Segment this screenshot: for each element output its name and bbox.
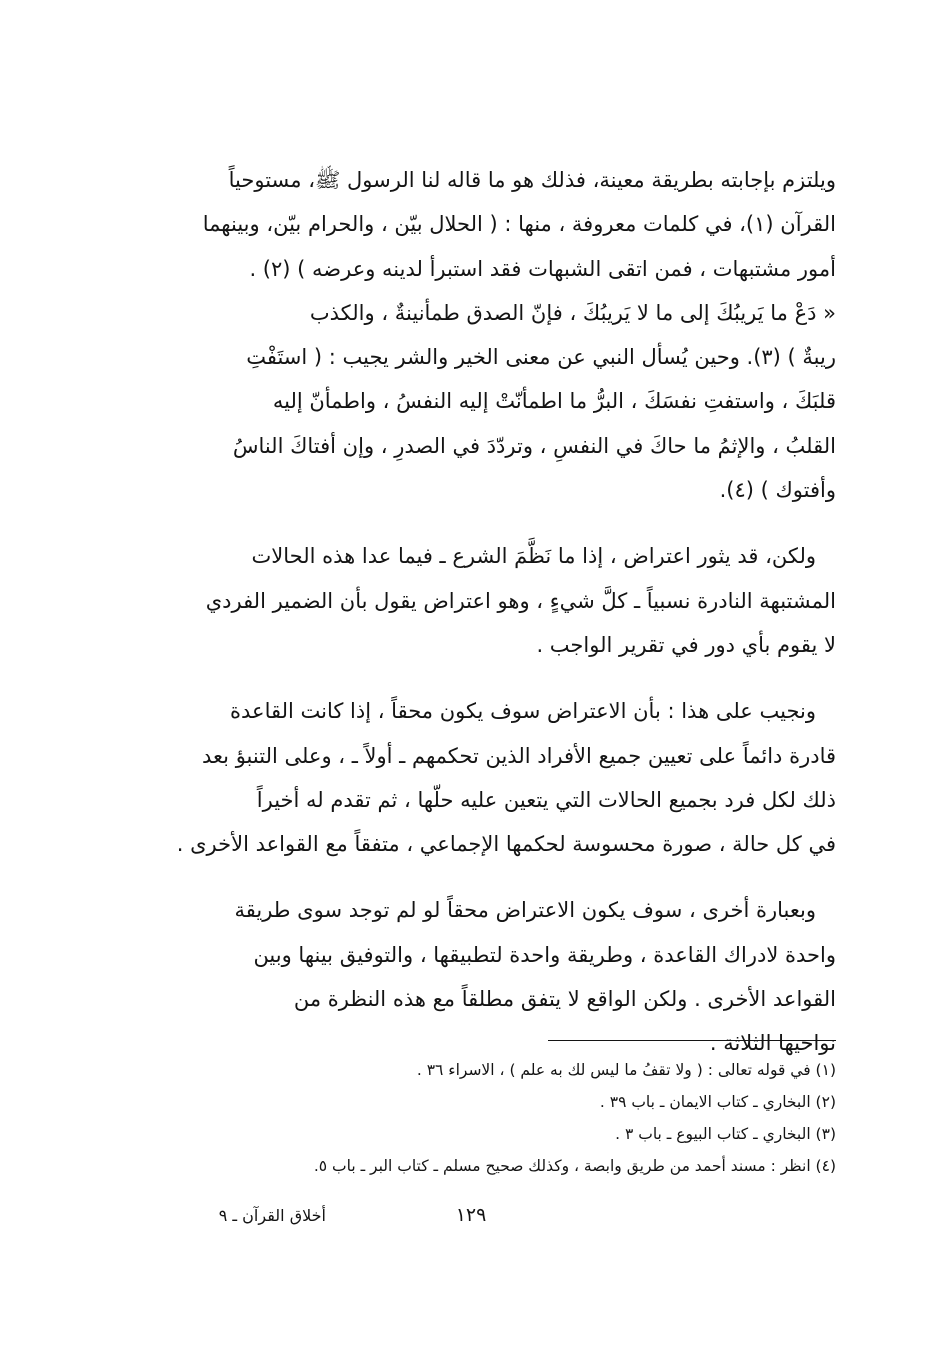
footnotes — [128, 1054, 836, 1182]
text-line: في كل حالة ، صورة محسوسة لحكمها الإجماعي ، متفقاً مع القواعد الأخرى . — [176, 832, 836, 857]
page-number: ١٢٩ — [455, 1204, 487, 1226]
footnote-4: (٤) انظر : مسند أحمد من طريق وابصة ، وكذلك صحيح مسلم ـ كتاب البر ـ باب ٥. — [313, 1157, 836, 1175]
text-line: المشتبهة النادرة نسبياً ـ كلَّ شيءٍ ، وهو اعتراض يقول بأن الضمير الفردي — [205, 588, 836, 613]
paragraph-3 — [128, 689, 836, 866]
paragraph-1 — [128, 158, 836, 512]
text-line: ونجيب على هذا : بأن الاعتراض سوف يكون محقاً ، إذا كانت القاعدة — [230, 699, 816, 724]
text-line: وأفتوك ) (٤). — [719, 478, 836, 503]
footnote-1: (١) في قوله تعالى : ( ولا تقفُ ما ليس لك به علم ) ، الاسراء ٣٦ . — [416, 1061, 836, 1079]
footnote-divider — [548, 1040, 836, 1041]
text-line: القرآن (١)، في كلمات معروفة ، منها : ( الحلال بيّن ، والحرام بيّن، وبينهما — [202, 212, 836, 237]
text-line: نواحيها الثلاثة . — [709, 1031, 836, 1056]
text-line: ريبةٌ ) (٣). وحين يُسأل النبي عن معنى الخير والشر يجيب : ( استَفْتِ — [246, 345, 836, 370]
running-footer: أخلاق القرآن ـ ٩ — [218, 1206, 326, 1225]
text-line: القلبُ ، والإثمُ ما حاكَ في النفسِ ، وتردّدَ في الصدرِ ، وإن أفتاكَ الناسُ — [232, 433, 836, 458]
text-line: القواعد الأخرى . ولكن الواقع لا يتفق مطلقاً مع هذه النظرة من — [293, 987, 836, 1012]
paragraph-2 — [128, 534, 836, 667]
text-line: أمور مشتبهات ، فمن اتقى الشبهات فقد استبرأ لدينه وعرضه ) (٢) . — [249, 256, 836, 281]
text-line: ذلك لكل فرد بجميع الحالات التي يتعين عليه حلّها ، ثم تقدم له أخيراً — [256, 787, 836, 812]
text-line: واحدة لادراك القاعدة ، وطريقة واحدة لتطبيقها ، والتوفيق بينها وبين — [253, 942, 836, 967]
text-line: قادرة دائماً على تعيين جميع الأفراد الذين تحكمهم ـ أولاً ـ ، وعلى التنبؤ بعد — [202, 743, 836, 768]
text-line: لا يقوم بأي دور في تقرير الواجب . — [536, 632, 836, 657]
text-line: قلبَكَ ، واستفتِ نفسَكَ ، البرُّ ما اطمأنّتْ إليه النفسُ ، واطمأنّ إليه — [272, 389, 836, 414]
footnote-3: (٣) البخاري ـ كتاب البيوع ـ باب ٣ . — [615, 1125, 836, 1143]
footnote-2: (٢) البخاري ـ كتاب الايمان ـ باب ٣٩ . — [599, 1093, 836, 1111]
text-line: « دَعْ ما يَريبُكَ إلى ما لا يَريبُكَ ، فإنّ الصدق طمأنينةٌ ، والكذب — [309, 300, 836, 325]
text-line: ويلتزم بإجابته بطريقة معينة، فذلك هو ما قاله لنا الرسول ﷺ، مستوحياً — [228, 168, 836, 192]
text-line: وبعبارة أخرى ، سوف يكون الاعتراض محقاً لو لم توجد سوى طريقة — [234, 898, 816, 923]
text-line: ولكن، قد يثور اعتراض ، إذا ما نَظَّمَ الشرع ـ فيما عدا هذه الحالات — [251, 544, 816, 569]
main-text — [128, 158, 836, 1088]
